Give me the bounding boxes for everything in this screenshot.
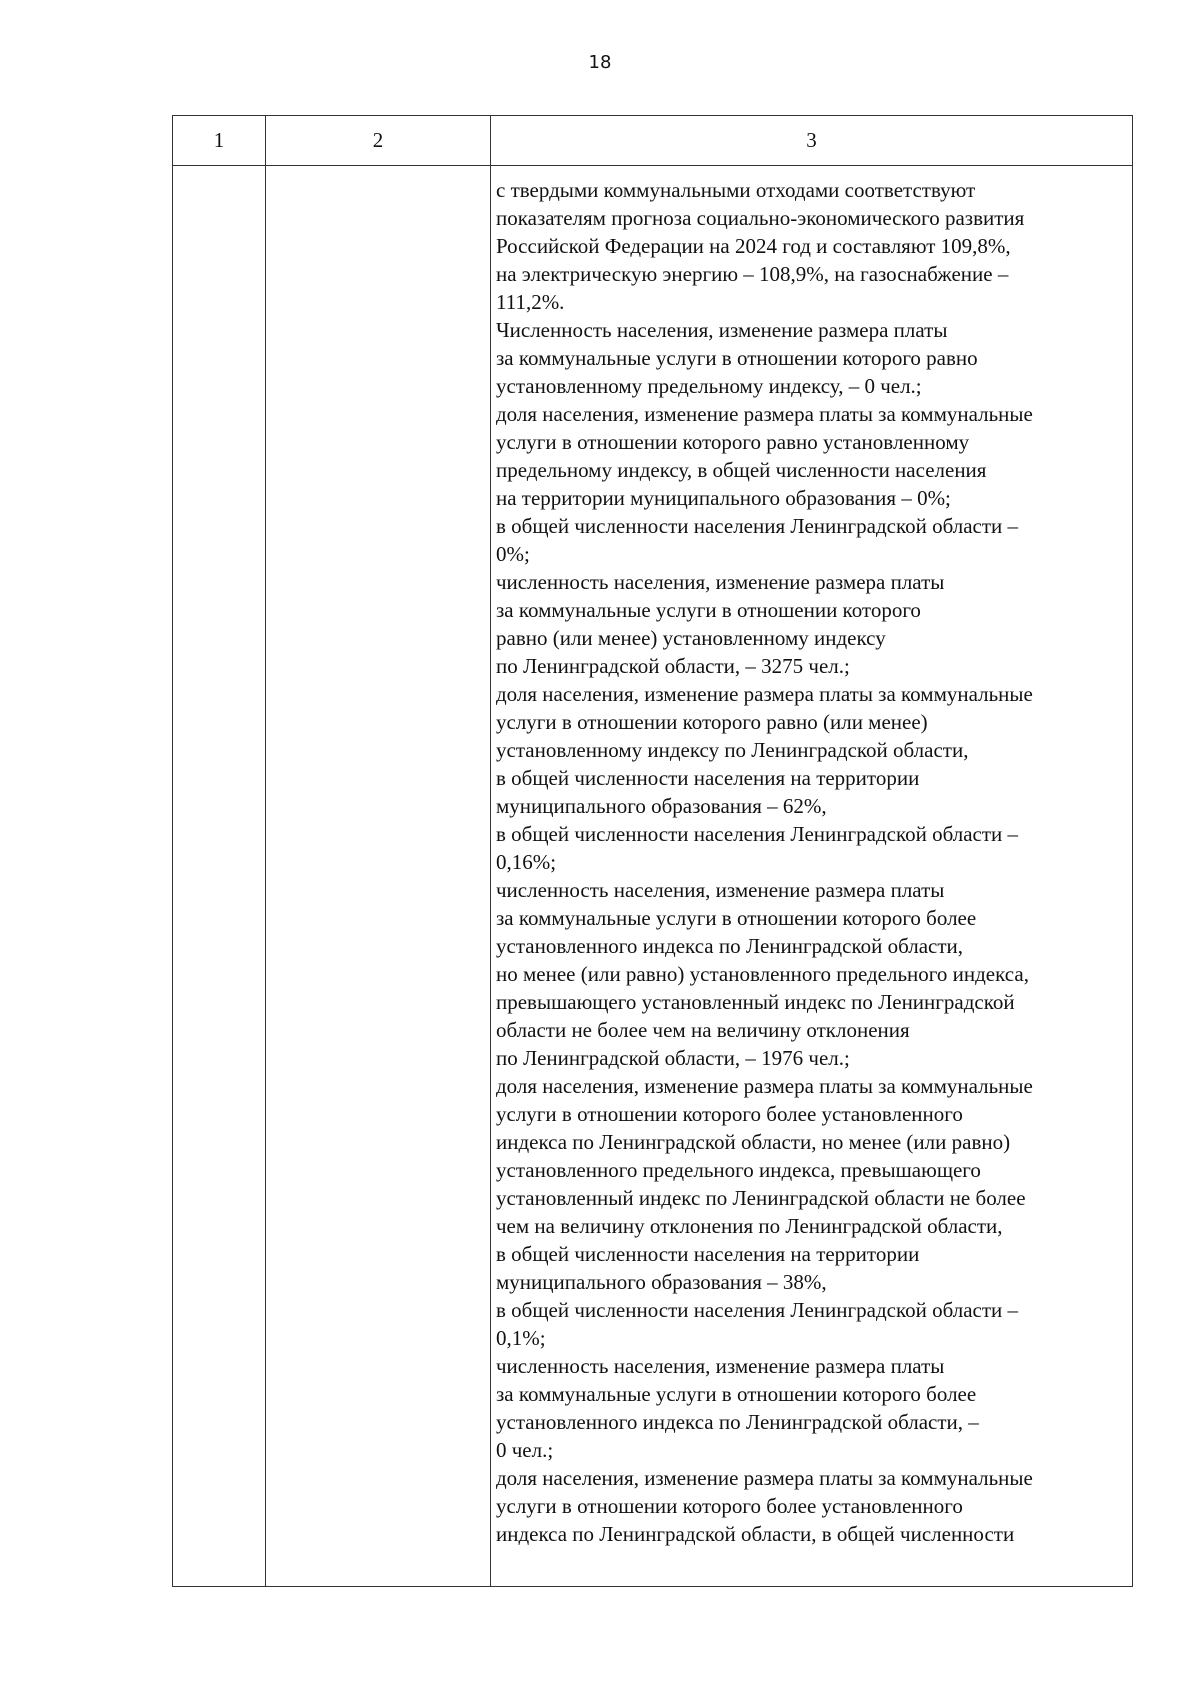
text-line: за коммунальные услуги в отношении которого более	[496, 906, 977, 930]
text-line: Российской Федерации на 2024 год и составляют 109,8%,	[496, 234, 1011, 258]
text-line: 111,2%.	[496, 290, 565, 314]
table-header-row	[173, 116, 1133, 166]
text-line: 0,16%;	[496, 850, 557, 874]
text-line: услуги в отношении которого равно установленному	[496, 430, 970, 454]
column-header-1: 1	[173, 116, 266, 166]
text-line: доля населения, изменение размера платы за коммунальные	[496, 1074, 1033, 1098]
text-line: чем на величину отклонения по Ленинградской области,	[496, 1214, 1003, 1238]
text-line: доля населения, изменение размера платы за коммунальные	[496, 682, 1033, 706]
text-line: за коммунальные услуги в отношении которого более	[496, 1382, 977, 1406]
text-line: в общей численности населения на территории	[496, 766, 920, 790]
text-line: в общей численности населения Ленинградской области –	[496, 514, 1019, 538]
text-line: муниципального образования – 62%,	[496, 794, 827, 818]
text-line: услуги в отношении которого равно (или менее)	[496, 710, 928, 734]
text-line: индекса по Ленинградской области, в общей численности	[496, 1522, 1015, 1546]
text-line: установленного предельного индекса, превышающего	[496, 1158, 981, 1182]
text-line: 0%;	[496, 542, 530, 566]
column-header-2: 2	[266, 116, 491, 166]
text-line: за коммунальные услуги в отношении которого равно	[496, 346, 978, 370]
text-line: по Ленинградской области, – 1976 чел.;	[496, 1046, 850, 1070]
table-cell-col2	[266, 166, 491, 1587]
text-line: Численность населения, изменение размера платы	[496, 318, 948, 342]
text-line: доля населения, изменение размера платы за коммунальные	[496, 1466, 1033, 1490]
text-line: 0 чел.;	[496, 1438, 554, 1462]
table-cell-col1	[173, 166, 266, 1587]
text-line: в общей численности населения Ленинградской области –	[496, 1298, 1019, 1322]
text-line: предельному индексу, в общей численности населения	[496, 458, 987, 482]
text-line: превышающего установленный индекс по Ленинградской	[496, 990, 1015, 1014]
text-line: с твердыми коммунальными отходами соответствуют	[496, 178, 976, 202]
text-line: показателям прогноза социально-экономического развития	[496, 206, 1025, 230]
text-line: установленный индекс по Ленинградской области не более	[496, 1186, 1026, 1210]
text-line: равно (или менее) установленному индексу	[496, 626, 886, 650]
text-line: в общей численности населения Ленинградской области –	[496, 822, 1019, 846]
text-line: услуги в отношении которого более установленного	[496, 1494, 963, 1518]
table-cell-col3	[491, 166, 1133, 1587]
text-line: муниципального образования – 38%,	[496, 1270, 827, 1294]
text-line: на электрическую энергию – 108,9%, на газоснабжение –	[496, 262, 1009, 286]
column-header-3: 3	[491, 116, 1133, 166]
text-line: численность населения, изменение размера платы	[496, 1354, 945, 1378]
text-line: доля населения, изменение размера платы за коммунальные	[496, 402, 1033, 426]
text-line: области не более чем на величину отклонения	[496, 1018, 910, 1042]
text-line: по Ленинградской области, – 3275 чел.;	[496, 654, 850, 678]
text-line: установленному индексу по Ленинградской области,	[496, 738, 969, 762]
text-line: на территории муниципального образования – 0%;	[496, 486, 951, 510]
text-line: но менее (или равно) установленного предельного индекса,	[496, 962, 1029, 986]
cell-text-block	[491, 166, 1132, 1548]
text-line: установленному предельному индексу, – 0 чел.;	[496, 374, 922, 398]
document-table	[172, 115, 1133, 1587]
text-line: услуги в отношении которого более установленного	[496, 1102, 963, 1126]
text-line: численность населения, изменение размера платы	[496, 570, 945, 594]
text-line: в общей численности населения на территории	[496, 1242, 920, 1266]
text-line: установленного индекса по Ленинградской области, –	[496, 1410, 979, 1434]
table-row	[173, 166, 1133, 1587]
text-line: за коммунальные услуги в отношении которого	[496, 598, 921, 622]
page-number: 18	[588, 52, 612, 73]
text-line: индекса по Ленинградской области, но менее (или равно)	[496, 1130, 1011, 1154]
text-line: установленного индекса по Ленинградской области,	[496, 934, 964, 958]
text-line: численность населения, изменение размера платы	[496, 878, 945, 902]
text-line: 0,1%;	[496, 1326, 546, 1350]
